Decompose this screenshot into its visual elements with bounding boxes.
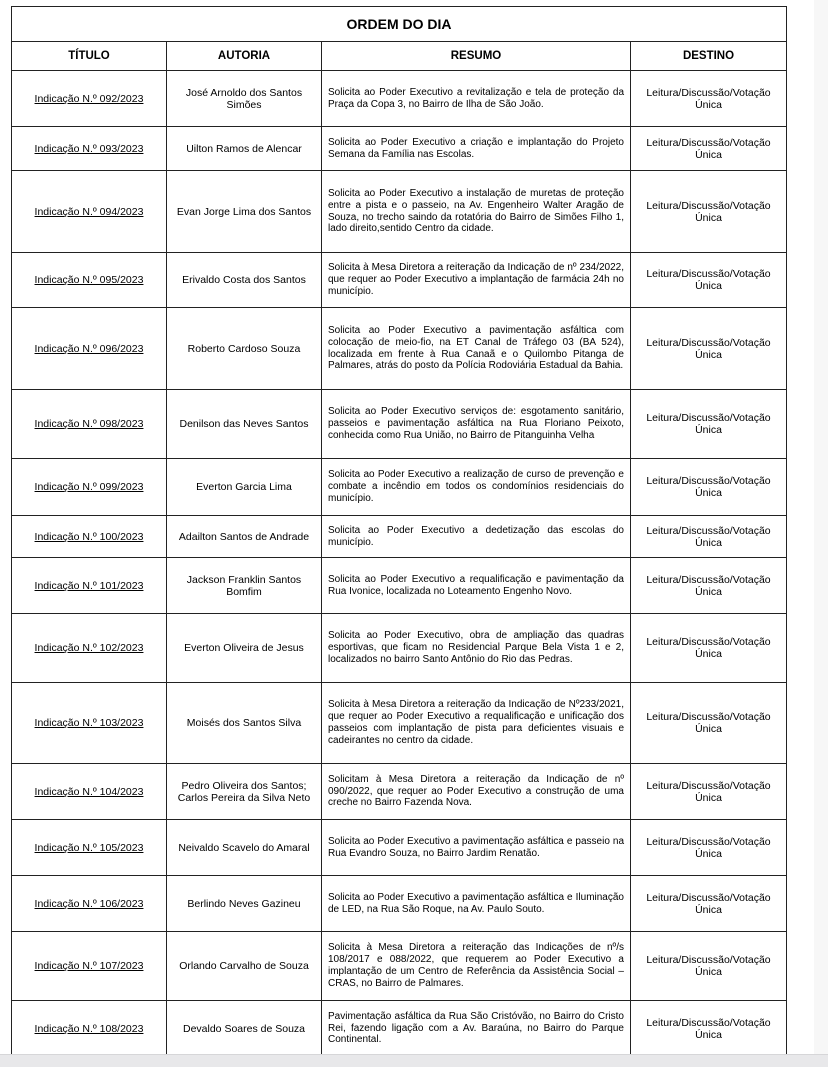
- indicacao-link[interactable]: Indicação N.º 094/2023: [34, 205, 144, 218]
- author-cell: José Arnoldo dos Santos Simões: [167, 71, 322, 127]
- table-title: ORDEM DO DIA: [12, 7, 787, 42]
- destination-cell: Leitura/Discussão/Votação Única: [631, 171, 787, 253]
- title-cell: [12, 764, 167, 820]
- destination-cell: Leitura/Discussão/Votação Única: [631, 1001, 787, 1057]
- author-cell: Everton Garcia Lima: [167, 459, 322, 516]
- indicacao-link[interactable]: Indicação N.º 092/2023: [34, 92, 144, 105]
- indicacao-link[interactable]: Indicação N.º 104/2023: [34, 785, 144, 798]
- indicacao-link[interactable]: Indicação N.º 103/2023: [34, 717, 144, 729]
- table-row: [12, 876, 787, 932]
- title-cell: [12, 390, 167, 459]
- summary-cell: Solicita ao Poder Executivo a dedetização das escolas do município.: [322, 516, 631, 558]
- indicacao-link[interactable]: Indicação N.º 102/2023: [34, 642, 144, 654]
- destination-cell: Leitura/Discussão/Votação Única: [631, 127, 787, 171]
- indicacao-link[interactable]: Indicação N.º 101/2023: [34, 579, 144, 592]
- summary-cell: Solicita ao Poder Executivo a pavimentação asfáltica e passeio na Rua Evandro Souza, no Bairro Jardim Renatão.: [322, 820, 631, 876]
- author-cell: Denilson das Neves Santos: [167, 390, 322, 459]
- table-row: [12, 253, 787, 308]
- table-row: [12, 390, 787, 459]
- title-cell: [12, 253, 167, 308]
- table-row: [12, 932, 787, 1001]
- summary-cell: Solicita ao Poder Executivo a criação e implantação do Projeto Semana da Família nas Escolas.: [322, 127, 631, 171]
- summary-cell: Solicita à Mesa Diretora a reiteração da Indicação de nº 234/2022, que requer ao Poder Executivo a implantação de farmácia 24h no município.: [322, 253, 631, 308]
- destination-cell: Leitura/Discussão/Votação Única: [631, 390, 787, 459]
- indicacao-link[interactable]: Indicação N.º 096/2023: [34, 342, 144, 355]
- header-autoria: AUTORIA: [167, 42, 322, 71]
- title-cell: [12, 459, 167, 516]
- author-cell: Moisés dos Santos Silva: [167, 683, 322, 764]
- destination-cell: Leitura/Discussão/Votação Única: [631, 614, 787, 683]
- table-row: [12, 683, 787, 764]
- summary-cell: Solicita ao Poder Executivo a revitalização e tela de proteção da Praça da Copa 3, no Bairro de Ilha de São João.: [322, 71, 631, 127]
- indicacao-link[interactable]: Indicação N.º 098/2023: [34, 418, 144, 430]
- destination-cell: Leitura/Discussão/Votação Única: [631, 71, 787, 127]
- destination-cell: Leitura/Discussão/Votação Única: [631, 459, 787, 516]
- table-row: [12, 614, 787, 683]
- destination-cell: Leitura/Discussão/Votação Única: [631, 516, 787, 558]
- indicacao-link[interactable]: Indicação N.º 106/2023: [34, 897, 144, 910]
- author-cell: Devaldo Soares de Souza: [167, 1001, 322, 1057]
- header-destino: DESTINO: [631, 42, 787, 71]
- author-cell: Everton Oliveira de Jesus: [167, 614, 322, 683]
- page-right-edge: [814, 0, 828, 1055]
- author-cell: Erivaldo Costa dos Santos: [167, 253, 322, 308]
- author-cell: Uilton Ramos de Alencar: [167, 127, 322, 171]
- indicacao-link[interactable]: Indicação N.º 100/2023: [34, 530, 144, 543]
- summary-cell: Solicita ao Poder Executivo, obra de ampliação das quadras esportivas, que ficam no Residencial Parque Bela Vista 1 e 2, localizados no bairro Santo Antônio do Rio das Pedras.: [322, 614, 631, 683]
- indicacao-link[interactable]: Indicação N.º 099/2023: [34, 481, 144, 493]
- header-resumo: RESUMO: [322, 42, 631, 71]
- indicacao-link[interactable]: Indicação N.º 105/2023: [34, 841, 144, 854]
- summary-cell: Solicita à Mesa Diretora a reiteração das Indicações de nº/s 108/2017 e 088/2022, que requerem ao Poder Executivo a implantação de um Centro de Referência da Assistência Social – CRAS, no Bairro de Palmares.: [322, 932, 631, 1001]
- title-cell: [12, 171, 167, 253]
- title-cell: [12, 558, 167, 614]
- agenda-table: [11, 6, 787, 1057]
- table-row: [12, 558, 787, 614]
- bottom-bar: [0, 1054, 828, 1067]
- summary-cell: Solicita à Mesa Diretora a reiteração da Indicação de Nº233/2021, que requer ao Poder Executivo a requalificação e unificação dos passeios com implantação de pista para deficientes visuais e cadeirantes no centro da cidade.: [322, 683, 631, 764]
- destination-cell: Leitura/Discussão/Votação Única: [631, 764, 787, 820]
- title-cell: [12, 614, 167, 683]
- table-row: [12, 516, 787, 558]
- title-cell: [12, 876, 167, 932]
- destination-cell: Leitura/Discussão/Votação Única: [631, 820, 787, 876]
- table-row: [12, 171, 787, 253]
- destination-cell: Leitura/Discussão/Votação Única: [631, 558, 787, 614]
- table-row: [12, 1001, 787, 1057]
- title-cell: [12, 71, 167, 127]
- summary-cell: Solicita ao Poder Executivo a pavimentação asfáltica com colocação de meio-fio, na ET Canal de Tráfego 03 (BA 524), localizada em frente à Rua Canaã e o Quilombo Pitanga de Palmares, atrás do posto da Polícia Rodoviária Estadual da Bahia.: [322, 308, 631, 390]
- table-row: [12, 308, 787, 390]
- author-cell: Evan Jorge Lima dos Santos: [167, 171, 322, 253]
- author-cell: Pedro Oliveira dos Santos; Carlos Pereira da Silva Neto: [167, 764, 322, 820]
- indicacao-link[interactable]: Indicação N.º 093/2023: [34, 142, 144, 155]
- summary-cell: Pavimentação asfáltica da Rua São Cristóvão, no Bairro do Cristo Rei, fazendo ligação com a Av. Baraúna, no Bairro do Parque Continental.: [322, 1001, 631, 1057]
- indicacao-link[interactable]: Indicação N.º 108/2023: [34, 1022, 144, 1035]
- destination-cell: Leitura/Discussão/Votação Única: [631, 308, 787, 390]
- summary-cell: Solicita ao Poder Executivo a realização de curso de prevenção e combate a incêndio em todos os condomínios residenciais do município.: [322, 459, 631, 516]
- summary-cell: Solicita ao Poder Executivo a requalificação e pavimentação da Rua Ivonice, localizada no Loteamento Engenho Novo.: [322, 558, 631, 614]
- summary-cell: Solicita ao Poder Executivo a pavimentação asfáltica e Iluminação de LED, na Rua São Roque, na Av. Paulo Souto.: [322, 876, 631, 932]
- title-cell: [12, 1001, 167, 1057]
- destination-cell: Leitura/Discussão/Votação Única: [631, 932, 787, 1001]
- title-cell: [12, 683, 167, 764]
- destination-cell: Leitura/Discussão/Votação Única: [631, 876, 787, 932]
- author-cell: Roberto Cardoso Souza: [167, 308, 322, 390]
- title-cell: [12, 932, 167, 1001]
- table-row: [12, 820, 787, 876]
- author-cell: Adailton Santos de Andrade: [167, 516, 322, 558]
- destination-cell: Leitura/Discussão/Votação Única: [631, 683, 787, 764]
- author-cell: Jackson Franklin Santos Bomfim: [167, 558, 322, 614]
- table-row: [12, 127, 787, 171]
- indicacao-link[interactable]: Indicação N.º 095/2023: [34, 274, 144, 286]
- table-row: [12, 764, 787, 820]
- summary-cell: Solicitam à Mesa Diretora a reiteração da Indicação de nº 090/2022, que requer ao Poder Executivo a construção de uma creche no Bairro Fazenda Nova.: [322, 764, 631, 820]
- title-cell: [12, 820, 167, 876]
- title-cell: [12, 308, 167, 390]
- author-cell: Berlindo Neves Gazineu: [167, 876, 322, 932]
- table-row: [12, 71, 787, 127]
- author-cell: Neivaldo Scavelo do Amaral: [167, 820, 322, 876]
- header-titulo: TÍTULO: [12, 42, 167, 71]
- title-cell: [12, 516, 167, 558]
- summary-cell: Solicita ao Poder Executivo serviços de: esgotamento sanitário, passeios e pavimentação asfáltica na Rua Floriano Peixoto, conhecida como Rua União, no Bairro de Pitanguinha Velha: [322, 390, 631, 459]
- summary-cell: Solicita ao Poder Executivo a instalação de muretas de proteção entre a pista e o passeio, na Av. Engenheiro Walter Aragão de Souza, no trecho saindo da rotatória do Bairro de Simões Filho 1, lado direito,sentido Centro da cidade.: [322, 171, 631, 253]
- title-cell: [12, 127, 167, 171]
- destination-cell: Leitura/Discussão/Votação Única: [631, 253, 787, 308]
- author-cell: Orlando Carvalho de Souza: [167, 932, 322, 1001]
- table-row: [12, 459, 787, 516]
- indicacao-link[interactable]: Indicação N.º 107/2023: [34, 960, 144, 972]
